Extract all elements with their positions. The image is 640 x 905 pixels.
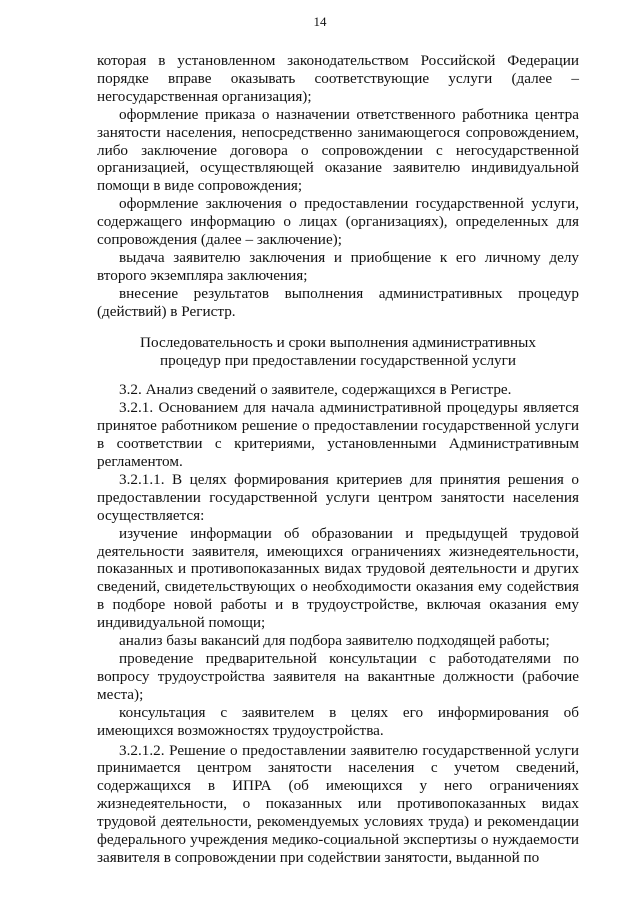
document-body [97,52,579,867]
section-heading [97,334,579,370]
paragraph-registry-entry: внесение результатов выполнения административных процедур (действий) в Регистр. [97,284,579,320]
section-heading-line-1: Последовательность и сроки выполнения административных [140,333,536,351]
paragraph-continuation: которая в установленном законодательством Российской Федерации порядке вправе оказывать соответствующие услуги (далее – негосударственная организация); [97,52,579,105]
paragraph-study-info: изучение информации об образовании и предыдущей трудовой деятельности заявителя, имеющихся ограничениях жизнедеятельности, показанных и противопоказанных видах трудовой деятельности и других сведений, свидетельствующих о необходимости оказания ему содействия в подборе новой работы и в трудоустройстве, включая оказания ему индивидуальной помощи; [97,524,579,632]
page-number: 14 [313,14,327,29]
paragraph-3-2: 3.2. Анализ сведений о заявителе, содержащихся в Регистре. [119,381,512,399]
paragraph-3-2-1-1: 3.2.1.1. В целях формирования критериев для принятия решения о предоставлении государственной услуги центром занятости населения осуществляется: [97,470,579,524]
paragraph-issuance: выдача заявителю заключения и приобщение к его личному делу второго экземпляра заключения; [97,248,579,284]
paragraph-vacancy-analysis: анализ базы вакансий для подбора заявителю подходящей работы; [119,632,550,650]
paragraph-employer-consultation: проведение предварительной консультации с работодателями по вопросу трудоустройства заявителя на вакантные должности (рабочие места); [97,650,579,703]
paragraph-order-appointment: оформление приказа о назначении ответственного работника центра занятости населения, непосредственно занимающегося сопровождением, либо заключение договора о сопровождении с негосударственной организацией, осуществляющей оказание заявителю индивидуальной помощи в виде сопровождения; [97,105,579,195]
paragraph-applicant-consultation: консультация с заявителем в целях его информирования об имеющихся возможностях трудоустройства. [97,703,579,739]
section-heading-line-2: процедур при предоставлении государственной услуги [160,351,516,369]
paragraph-3-2-1-2: 3.2.1.2. Решение о предоставлении заявителю государственной услуги принимается центром занятости населения с учетом сведений, содержащихся в ИПРА (об имеющихся у него ограничениях жизнедеятельности, о показанных или противопоказанных видах трудовой деятельности, рекомендуемых условиях труда) и рекомендации федерального учреждения медико-социальной экспертизы о нуждаемости заявителя в сопровождении при содействии занятости, выданной по [97,741,579,866]
paragraph-conclusion: оформление заключения о предоставлении государственной услуги, содержащего информацию о лицах (организациях), определенных для сопровождения (далее – заключение); [97,195,579,249]
paragraph-3-2-1: 3.2.1. Основанием для начала административной процедуры является принятое работником решение о предоставлении государственной услуги в соответствии с критериями, установленными Административным регламентом. [97,399,579,471]
